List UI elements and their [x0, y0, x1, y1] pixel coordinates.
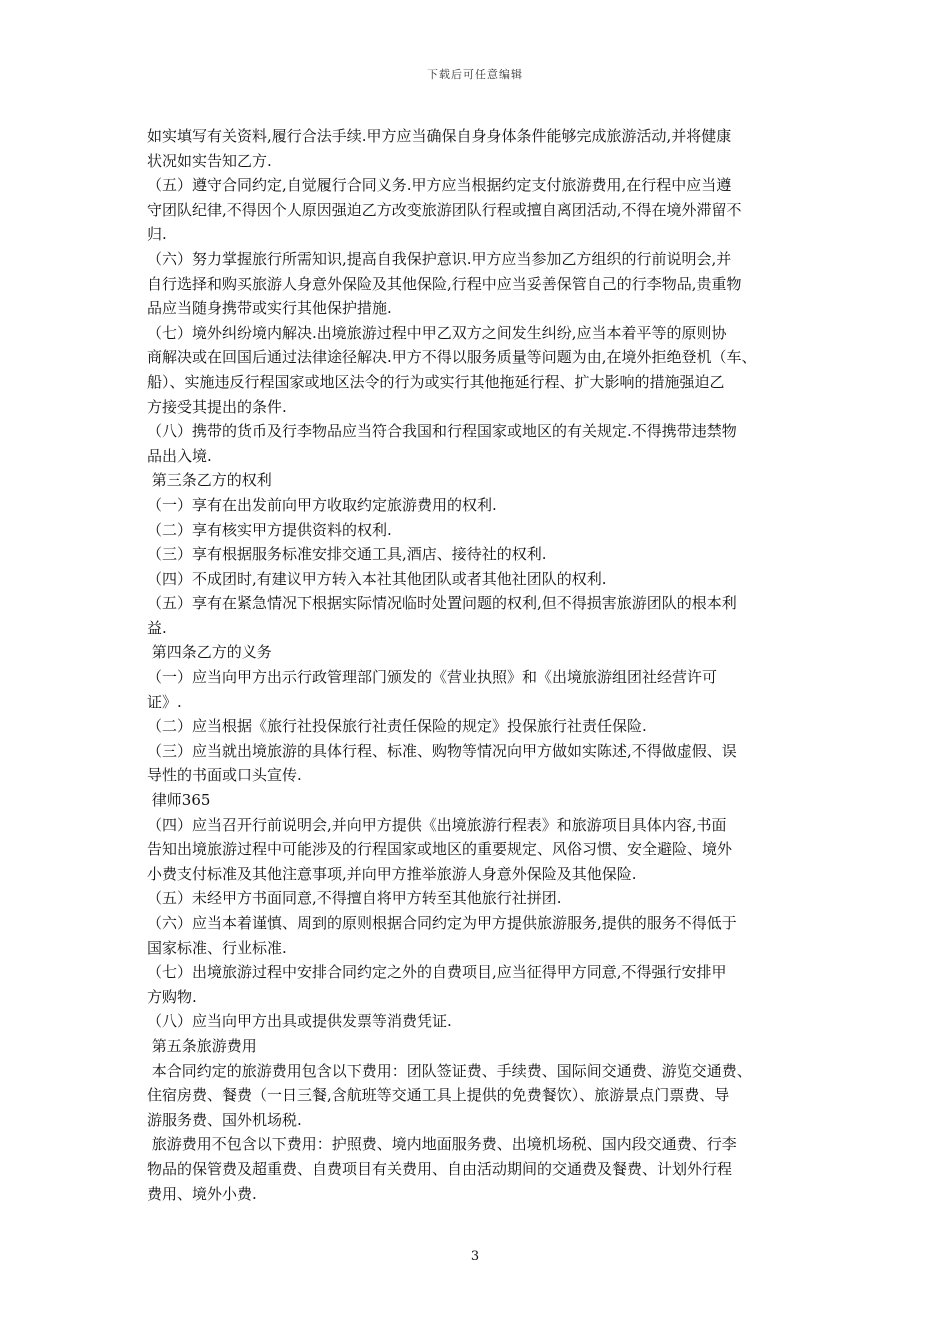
- text-line: 自行选择和购买旅游人身意外保险及其他保险,行程中应当妥善保管自己的行李物品,贵重物: [147, 274, 742, 293]
- page-header: 下载后可任意编辑: [427, 68, 523, 81]
- text-line: （一）享有在出发前向甲方收取约定旅游费用的权利.: [147, 495, 497, 514]
- text-line: （三）享有根据服务标准安排交通工具,酒店、接待社的权利.: [147, 545, 547, 564]
- text-line: 方接受其提出的条件.: [147, 397, 287, 416]
- text-line: （七）出境旅游过程中安排合同约定之外的自费项目,应当征得甲方同意,不得强行安排甲: [147, 963, 727, 982]
- text-line: 国家标准、行业标准.: [147, 938, 287, 957]
- text-line: 证》.: [147, 692, 182, 711]
- text-line: （五）未经甲方书面同意,不得擅自将甲方转至其他旅行社拼团.: [147, 889, 562, 908]
- text-line: （二）应当根据《旅行社投保旅行社责任保险的规定》投保旅行社责任保险.: [147, 717, 647, 736]
- text-line: 物品的保管费及超重费、自费项目有关费用、自由活动期间的交通费及餐费、计划外行程: [147, 1159, 733, 1178]
- text-line: 品出入境.: [147, 446, 212, 465]
- text-line: 守团队纪律,不得因个人原因强迫乙方改变旅游团队行程或擅自离团活动,不得在境外滞留不: [147, 200, 742, 219]
- page-number: 3: [470, 1249, 480, 1264]
- text-line: （七）境外纠纷境内解决.出境旅游过程中甲乙双方之间发生纠纷,应当本着平等的原则协: [147, 323, 727, 342]
- text-line: （四）不成团时,有建议甲方转入本社其他团队或者其他社团队的权利.: [147, 569, 607, 588]
- text-line: 方购物.: [147, 987, 197, 1006]
- text-line: 律师365: [147, 791, 211, 810]
- text-line: 益.: [147, 618, 167, 637]
- text-line: 状况如实告知乙方.: [147, 151, 272, 170]
- text-line: （三）应当就出境旅游的具体行程、标准、购物等情况向甲方做如实陈述,不得做虚假、误: [147, 741, 737, 760]
- text-line: 船）、实施违反行程国家或地区法令的行为或实行其他拖延行程、扩大影响的措施强迫乙: [147, 372, 725, 391]
- text-line: （四）应当召开行前说明会,并向甲方提供《出境旅游行程表》和旅游项目具体内容,书面: [147, 815, 727, 834]
- text-line: 旅游费用不包含以下费用：护照费、境内地面服务费、出境机场税、国内段交通费、行李: [147, 1135, 737, 1154]
- text-line: （六）应当本着谨慎、周到的原则根据合同约定为甲方提供旅游服务,提供的服务不得低于: [147, 914, 737, 932]
- text-line: 第三条乙方的权利: [147, 471, 272, 490]
- text-line: 导性的书面或口头宣传.: [147, 766, 302, 785]
- text-line: 归.: [147, 225, 167, 244]
- text-line: 第五条旅游费用: [147, 1036, 257, 1055]
- text-line: （八）携带的货币及行李物品应当符合我国和行程国家或地区的有关规定.不得携带违禁物: [147, 422, 737, 441]
- text-line: 小费支付标准及其他注意事项,并向甲方推举旅游人身意外保险及其他保险.: [147, 864, 637, 883]
- text-line: （五）遵守合同约定,自觉履行合同义务.甲方应当根据约定支付旅游费用,在行程中应当遵: [147, 176, 732, 195]
- text-line: 告知出境旅游过程中可能涉及的行程国家或地区的重要规定、风俗习惯、安全避险、境外: [147, 840, 733, 859]
- text-line: 品应当随身携带或实行其他保护措施.: [147, 299, 392, 318]
- text-line: 商解决或在回国后通过法律途径解决.甲方不得以服务质量等问题为由,在境外拒绝登机（车、: [147, 348, 757, 367]
- text-line: （二）享有核实甲方提供资料的权利.: [147, 520, 392, 539]
- text-line: （一）应当向甲方出示行政管理部门颁发的《营业执照》和《出境旅游组团社经营许可: [147, 668, 718, 687]
- text-line: 住宿房费、餐费（一日三餐,含航班等交通工具上提供的免费餐饮）、旅游景点门票费、导: [147, 1086, 730, 1105]
- document-body: [147, 124, 811, 1206]
- text-line: 第四条乙方的义务: [147, 643, 272, 662]
- text-line: （六）努力掌握旅行所需知识,提高自我保护意识.甲方应当参加乙方组织的行前说明会,并: [147, 249, 732, 268]
- text-line: 游服务费、国外机场税.: [147, 1110, 302, 1129]
- text-line: 本合同约定的旅游费用包含以下费用：团队签证费、手续费、国际间交通费、游览交通费、: [147, 1061, 752, 1080]
- text-line: （五）享有在紧急情况下根据实际情况临时处置问题的权利,但不得损害旅游团队的根本利: [147, 594, 737, 613]
- text-line: 如实填写有关资料,履行合法手续.甲方应当确保自身身体条件能够完成旅游活动,并将健康: [147, 127, 732, 145]
- text-line: （八）应当向甲方出具或提供发票等消费凭证.: [147, 1012, 452, 1031]
- text-line: 费用、境外小费.: [147, 1184, 257, 1203]
